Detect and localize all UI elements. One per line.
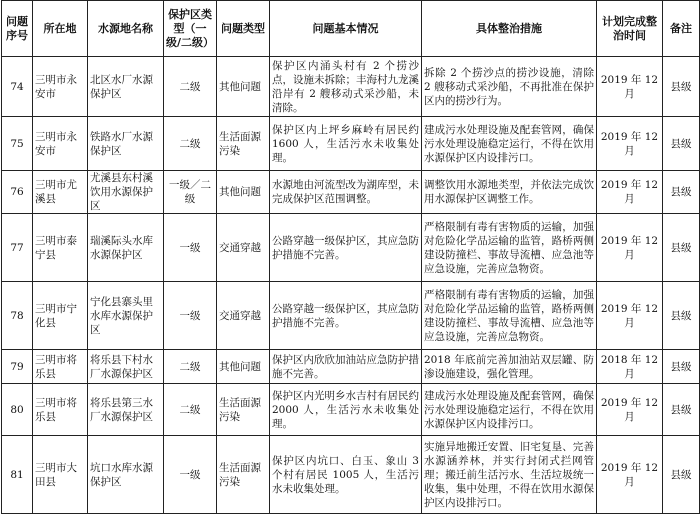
row-level: 一级／二级 <box>164 171 217 214</box>
row-source: 瑞溪际头水库水源保护区 <box>88 214 164 282</box>
row-remark: 县级 <box>663 57 700 117</box>
row-remark: 县级 <box>663 214 700 282</box>
header-seq: 问题序号 <box>2 1 33 57</box>
row-level: 二级 <box>164 384 217 436</box>
table-row <box>2 117 700 171</box>
row-location: 三明市尤溪县 <box>33 171 88 214</box>
row-remark: 县级 <box>663 171 700 214</box>
table-row <box>2 57 700 117</box>
row-source: 坑口水库水源保护区 <box>88 436 164 514</box>
header-remark: 备注 <box>663 1 700 57</box>
row-remark: 县级 <box>663 350 700 384</box>
row-measures: 建成污水处理设施及配套管网，确保污水处理设施稳定运行，不得在饮用水源保护区内设排污口。 <box>422 117 597 171</box>
row-measures: 拆除 2 个捞沙点的捞沙设施，清除 2 艘移动式采沙船，不再批准在保护区内的捞沙行为。 <box>422 57 597 117</box>
row-deadline: 2018 年 12 月 <box>597 350 663 384</box>
row-measures: 严格限制有毒有害物质的运输，加强对危险化学品运输的监管，路桥两侧建设防撞栏、事故导流槽、应急池等应急设施，完善应急物资。 <box>422 282 597 350</box>
table-row <box>2 384 700 436</box>
row-number: 74 <box>2 57 33 117</box>
row-type: 生活面源污染 <box>217 436 270 514</box>
row-location: 三明市将乐县 <box>33 350 88 384</box>
row-measures: 调整饮用水源地类型，并依法完成饮用水源保护区调整工作。 <box>422 171 597 214</box>
header-type: 问题类型 <box>217 1 270 57</box>
row-level: 二级 <box>164 57 217 117</box>
row-level: 二级 <box>164 117 217 171</box>
header-row <box>2 1 700 57</box>
row-location: 三明市大田县 <box>33 436 88 514</box>
row-description: 公路穿越一级保护区，其应急防护措施不完善。 <box>270 214 422 282</box>
row-location: 三明市将乐县 <box>33 384 88 436</box>
row-level: 一级 <box>164 282 217 350</box>
row-level: 一级 <box>164 214 217 282</box>
row-description: 公路穿越一级保护区，其应急防护措施不完善。 <box>270 282 422 350</box>
row-source: 尤溪县东村溪饮用水源保护区 <box>88 171 164 214</box>
row-measures: 2018 年底前完善加油站双层罐、防渗设施建设，强化管理。 <box>422 350 597 384</box>
row-type: 交通穿越 <box>217 214 270 282</box>
table-row <box>2 436 700 514</box>
row-deadline: 2019 年 12 月 <box>597 436 663 514</box>
row-type: 生活面源污染 <box>217 117 270 171</box>
header-source: 水源地名称 <box>88 1 164 57</box>
header-description: 问题基本情况 <box>270 1 422 57</box>
row-description: 保护区内涌头村有 2 个捞沙点，设施未拆除；丰海村九龙溪沿岸有 2 艘移动式采沙船，未清除。 <box>270 57 422 117</box>
row-number: 79 <box>2 350 33 384</box>
row-source: 北区水厂水源保护区 <box>88 57 164 117</box>
row-remark: 县级 <box>663 117 700 171</box>
table-row <box>2 171 700 214</box>
row-description: 保护区内坑口、白玉、象山 3 个村有居民 1005 人，生活污水未收集处理。 <box>270 436 422 514</box>
row-measures: 严格限制有毒有害物质的运输，加强对危险化学品运输的监管，路桥两侧建设防撞栏、事故导流槽、应急池等应急设施，完善应急物资。 <box>422 214 597 282</box>
row-level: 二级 <box>164 350 217 384</box>
row-source: 宁化县寨头里水库水源保护区 <box>88 282 164 350</box>
row-number: 77 <box>2 214 33 282</box>
row-description: 保护区内光明乡水吉村有居民约 2000 人，生活污水未收集处理。 <box>270 384 422 436</box>
row-type: 生活面源污染 <box>217 384 270 436</box>
row-type: 其他问题 <box>217 350 270 384</box>
row-remark: 县级 <box>663 436 700 514</box>
row-location: 三明市永安市 <box>33 57 88 117</box>
row-location: 三明市泰宁县 <box>33 214 88 282</box>
row-number: 78 <box>2 282 33 350</box>
row-number: 75 <box>2 117 33 171</box>
row-source: 将乐县下村水厂水源保护区 <box>88 350 164 384</box>
row-remark: 县级 <box>663 282 700 350</box>
row-number: 76 <box>2 171 33 214</box>
row-description: 水源地由河流型改为湖库型，未完成保护区范围调整。 <box>270 171 422 214</box>
row-measures: 实施异地搬迁安置、旧宅复垦、完善水源涵养林，并实行封闭式拦网管理；搬迁前生活污水、生活垃圾统一收集，集中处理，不得在饮用水源保护区内设排污口。 <box>422 436 597 514</box>
row-level: 一级 <box>164 436 217 514</box>
row-description: 保护区内上坪乡麻岭有居民约 1600 人，生活污水未收集处理。 <box>270 117 422 171</box>
row-number: 81 <box>2 436 33 514</box>
remediation-table <box>1 0 700 514</box>
header-level: 保护区类型（一级/二级） <box>164 1 217 57</box>
row-location: 三明市宁化县 <box>33 282 88 350</box>
table-row <box>2 214 700 282</box>
row-location: 三明市永安市 <box>33 117 88 171</box>
row-deadline: 2019 年 12 月 <box>597 282 663 350</box>
row-source: 铁路水厂水源保护区 <box>88 117 164 171</box>
row-type: 其他问题 <box>217 171 270 214</box>
row-remark: 县级 <box>663 384 700 436</box>
table-row <box>2 282 700 350</box>
row-source: 将乐县第三水厂水源保护区 <box>88 384 164 436</box>
row-deadline: 2019 年 12 月 <box>597 57 663 117</box>
row-description: 保护区内欣欣加油站应急防护措施不完善。 <box>270 350 422 384</box>
row-number: 80 <box>2 384 33 436</box>
row-deadline: 2019 年 12 月 <box>597 117 663 171</box>
row-deadline: 2019 年 12 月 <box>597 214 663 282</box>
row-type: 交通穿越 <box>217 282 270 350</box>
row-measures: 建成污水处理设施及配套管网，确保污水处理设施稳定运行，不得在饮用水源保护区内设排污口。 <box>422 384 597 436</box>
header-location: 所在地 <box>33 1 88 57</box>
row-deadline: 2019 年 12 月 <box>597 171 663 214</box>
table-row <box>2 350 700 384</box>
row-deadline: 2019 年 12 月 <box>597 384 663 436</box>
row-type: 其他问题 <box>217 57 270 117</box>
header-measures: 具体整治措施 <box>422 1 597 57</box>
header-deadline: 计划完成整治时间 <box>597 1 663 57</box>
